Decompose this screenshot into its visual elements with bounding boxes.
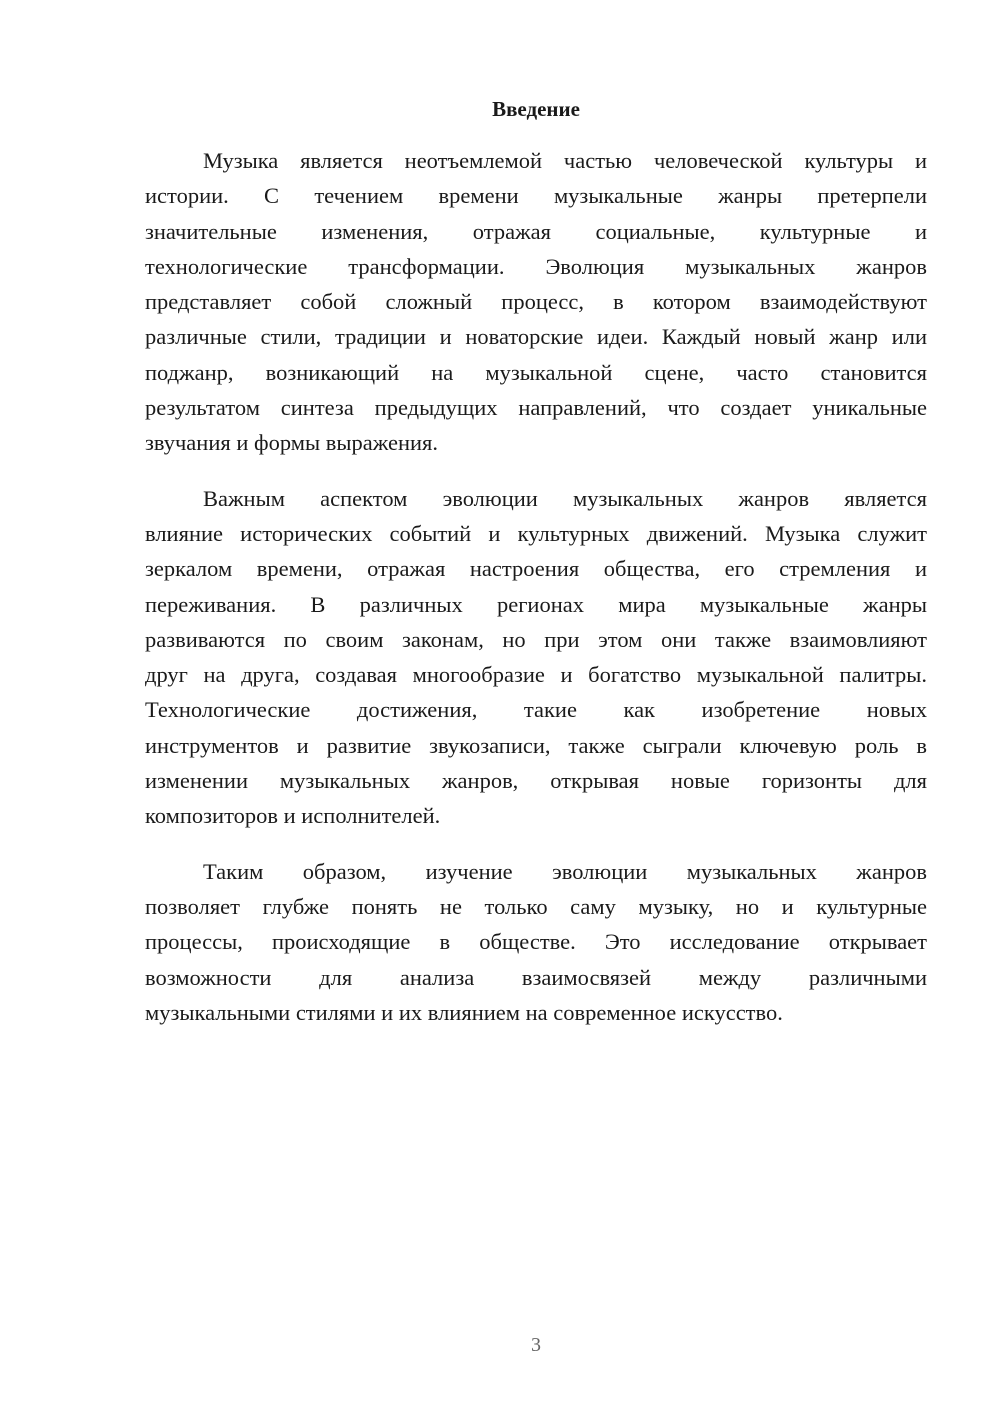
text-line: значительные изменения, отражая социальные, культурные и — [145, 218, 927, 244]
text-line: технологические трансформации. Эволюция музыкальных жанров — [145, 253, 927, 279]
text-line: различные стили, традиции и новаторские идеи. Каждый новый жанр или — [145, 324, 927, 350]
text-line: результатом синтеза предыдущих направлений, что создает уникальные — [145, 395, 927, 421]
text-line: Важным аспектом эволюции музыкальных жанров является — [203, 485, 927, 511]
text-line: возможности для анализа взаимосвязей между различными — [145, 964, 927, 990]
paragraph — [145, 481, 927, 834]
page-number: 3 — [531, 1334, 541, 1356]
text-line: влияние исторических событий и культурных движений. Музыка служит — [145, 520, 927, 546]
text-line: представляет собой сложный процесс, в котором взаимодействуют — [145, 289, 927, 315]
text-line: Музыка является неотъемлемой частью человеческой культуры и — [203, 148, 927, 173]
text-line: изменении музыкальных жанров, открывая новые горизонты для — [145, 768, 927, 794]
text-line: поджанр, возникающий на музыкальной сцене, часто становится — [145, 359, 927, 385]
text-line: музыкальными стилями и их влиянием на современное искусство. — [145, 999, 783, 1025]
paragraph — [145, 143, 927, 461]
text-line: инструментов и развитие звукозаписи, также сыграли ключевую роль в — [145, 732, 927, 758]
document-body — [145, 143, 927, 1050]
text-line: процессы, происходящие в обществе. Это исследование открывает — [145, 929, 927, 955]
text-line: Технологические достижения, такие как изобретение новых — [145, 697, 927, 723]
text-line: Таким образом, изучение эволюции музыкальных жанров — [203, 858, 927, 884]
text-line: зеркалом времени, отражая настроения общества, его стремления и — [145, 556, 927, 582]
text-line: друг на друга, создавая многообразие и богатство музыкальной палитры. — [145, 662, 927, 688]
text-line: переживания. В различных регионах мира музыкальные жанры — [145, 591, 927, 617]
page-title: Введение — [492, 97, 580, 121]
text-line: композиторов и исполнителей. — [145, 803, 441, 829]
text-line: звучания и формы выражения. — [145, 430, 439, 456]
text-line: развиваются по своим законам, но при этом они также взаимовлияют — [145, 626, 927, 652]
text-line: истории. С течением времени музыкальные жанры претерпели — [145, 183, 927, 209]
text-line: позволяет глубже понять не только саму музыку, но и культурные — [145, 893, 927, 919]
paragraph — [145, 854, 927, 1030]
